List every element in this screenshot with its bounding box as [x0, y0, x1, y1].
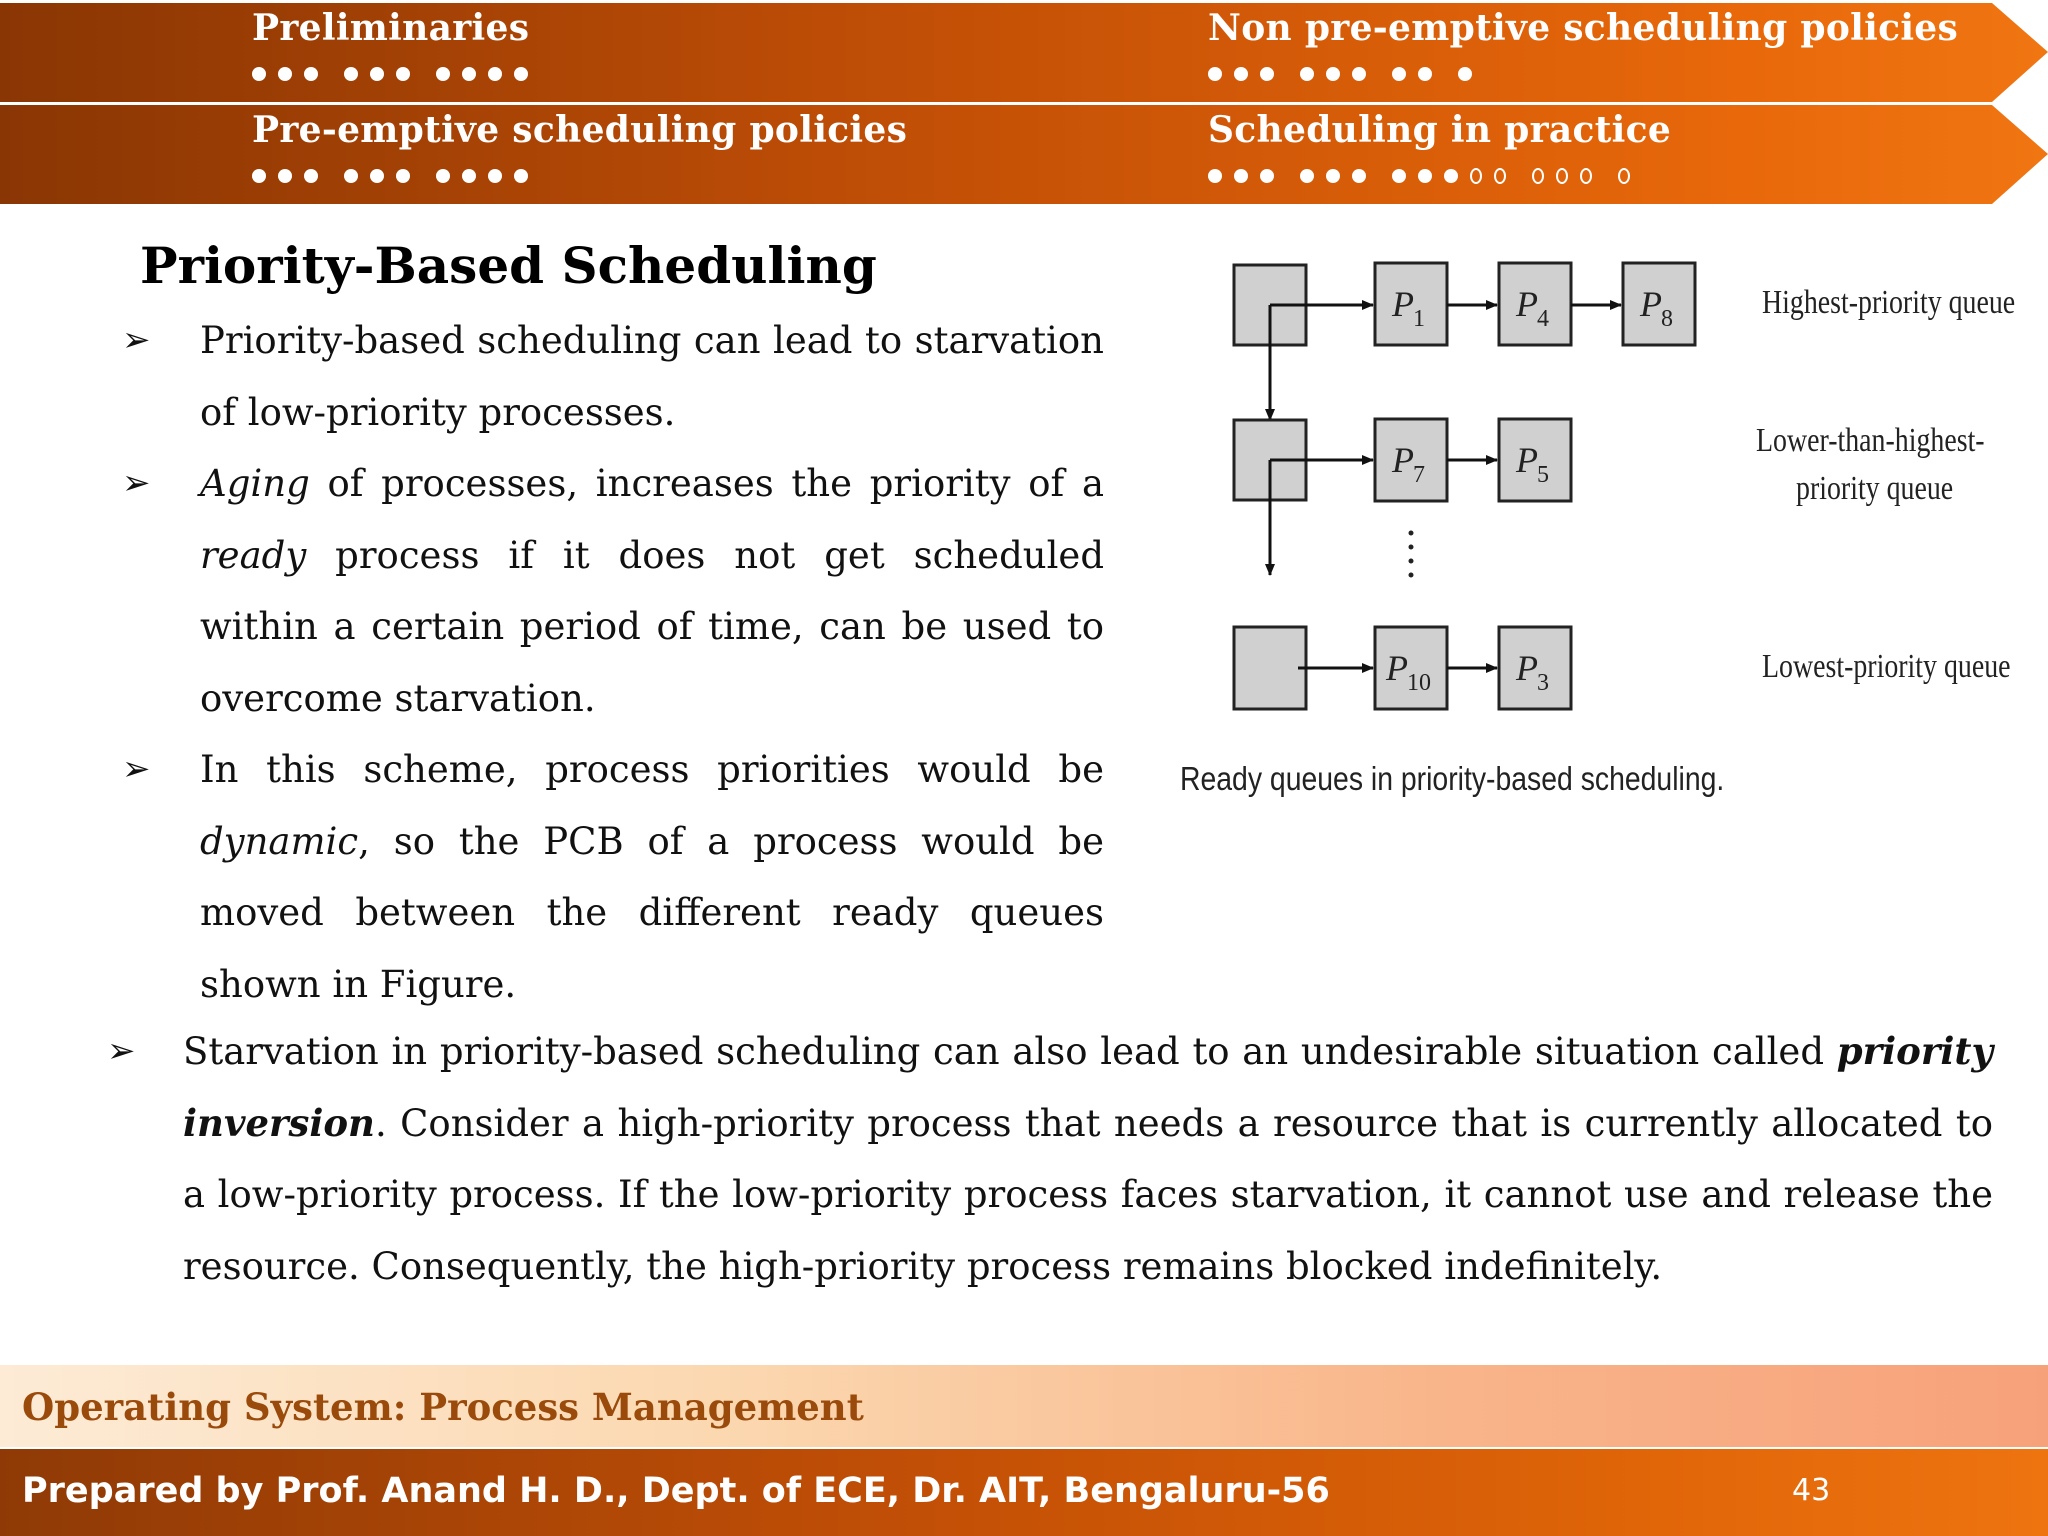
nav-dot[interactable] — [278, 67, 292, 81]
node-label: P — [1392, 284, 1414, 324]
nav-dot[interactable] — [1326, 67, 1340, 81]
author-credit: Prepared by Prof. Anand H. D., Dept. of ECE, Dr. AIT, Bengaluru-56 — [22, 1471, 1330, 1511]
nav-dot[interactable] — [344, 67, 358, 81]
bullet-text — [200, 462, 1104, 720]
nav-title: Preliminaries — [252, 7, 530, 49]
ellipsis-dots — [1409, 531, 1414, 578]
node-label: P — [1392, 440, 1414, 480]
nav-dot-hollow[interactable] — [1532, 168, 1544, 184]
nav-dot[interactable] — [252, 67, 266, 81]
nav-dot-hollow[interactable] — [1618, 168, 1630, 184]
node-sub: 7 — [1413, 462, 1425, 488]
nav-dot[interactable] — [1208, 169, 1222, 183]
nav-dot[interactable] — [1326, 169, 1340, 183]
node-sub: 10 — [1407, 670, 1431, 696]
nav-dot[interactable] — [514, 67, 528, 81]
nav-dot[interactable] — [1234, 169, 1248, 183]
bullet-arrow-icon: ➢ — [122, 749, 151, 789]
nav-dot[interactable] — [1260, 169, 1274, 183]
node-sub: 1 — [1413, 306, 1425, 332]
text-run: process if it does not get scheduled within a certain period of time, can be used to overcome starvation. — [200, 533, 1104, 720]
bullet-item — [122, 734, 1104, 1020]
nav-section-preemptive[interactable] — [252, 105, 907, 155]
nav-dot[interactable] — [1418, 169, 1432, 183]
nav-dot[interactable] — [304, 169, 318, 183]
nav-band-top — [0, 3, 2048, 102]
figure-caption: Ready queues in priority-based scheduling. — [1180, 760, 1725, 797]
bullet-arrow-icon: ➢ — [122, 463, 151, 503]
node-label: P — [1516, 648, 1538, 688]
nav-dot-hollow[interactable] — [1470, 168, 1482, 184]
bullet-arrow-icon: ➢ — [122, 320, 151, 360]
nav-dot[interactable] — [436, 169, 450, 183]
nav-title: Scheduling in practice — [1208, 109, 1672, 151]
nav-dot[interactable] — [1392, 169, 1406, 183]
nav-dot[interactable] — [1352, 67, 1366, 81]
nav-dot[interactable] — [1458, 67, 1472, 81]
nav-dot[interactable] — [436, 67, 450, 81]
bullet-text — [200, 319, 1104, 434]
nav-section-preliminaries[interactable] — [252, 3, 529, 53]
bullet-text — [200, 748, 1104, 1006]
queue-diagram — [1170, 250, 2048, 810]
nav-dot[interactable] — [488, 67, 502, 81]
nav-dot-hollow[interactable] — [1580, 168, 1592, 184]
node-sub: 5 — [1537, 462, 1549, 488]
nav-dot[interactable] — [1418, 67, 1432, 81]
course-title: Operating System: Process Management — [22, 1385, 864, 1429]
nav-dot[interactable] — [1352, 169, 1366, 183]
text-run: In this scheme, process priorities would be — [200, 748, 1104, 791]
nav-dot[interactable] — [1392, 67, 1406, 81]
nav-dot[interactable] — [514, 169, 528, 183]
bullet-item — [122, 448, 1104, 734]
footer-author-band — [0, 1449, 2048, 1536]
text-run: , so the PCB of a process would be moved between the different ready queues shown in Figure. — [200, 819, 1104, 1006]
nav-dot[interactable] — [1300, 169, 1314, 183]
emphasis-text: ready — [200, 533, 307, 577]
text-run: . Consider a high-priority process that needs a resource that is currently allocated to a low-priority process. If the low-priority process faces starvation, it cannot use and release the resource. Consequently, the high-priority process remains blocked indefinitely. — [183, 1101, 1993, 1288]
queue-label-highest: Highest-priority queue — [1762, 284, 2016, 321]
nav-dot[interactable] — [1444, 169, 1458, 183]
emphasis-text: Aging — [200, 462, 310, 505]
nav-section-non-preemptive[interactable] — [1208, 3, 1958, 53]
nav-band-bottom — [0, 105, 2048, 204]
nav-dots — [1208, 165, 1642, 191]
node-sub: 4 — [1537, 306, 1549, 332]
nav-dots — [252, 165, 540, 191]
footer-course-band — [0, 1365, 2048, 1447]
nav-dot[interactable] — [1234, 67, 1248, 81]
node-sub: 8 — [1661, 306, 1673, 332]
nav-title: Pre-emptive scheduling policies — [252, 109, 908, 151]
queue-label-lower-line1: Lower-than-highest- — [1756, 422, 1985, 459]
bullet-arrow-icon: ➢ — [107, 1031, 136, 1071]
node-label: P — [1516, 440, 1538, 480]
nav-dots — [1208, 63, 1484, 89]
nav-dot[interactable] — [396, 169, 410, 183]
text-run: Starvation in priority-based scheduling can also lead to an undesirable situation called — [183, 1030, 1837, 1073]
nav-dot[interactable] — [1260, 67, 1274, 81]
nav-dot[interactable] — [252, 169, 266, 183]
nav-dot[interactable] — [396, 67, 410, 81]
nav-dot[interactable] — [278, 169, 292, 183]
nav-dot[interactable] — [488, 169, 502, 183]
queue-label-lowest: Lowest-priority queue — [1762, 648, 2011, 685]
bullet-item — [122, 305, 1104, 448]
queue-head-box — [1234, 627, 1306, 709]
emphasis-text: dynamic — [200, 819, 359, 863]
text-run: of processes, increases the priority of a — [309, 462, 1104, 505]
ready-queues-figure — [1170, 250, 2048, 830]
nav-dot[interactable] — [344, 169, 358, 183]
node-label: P — [1386, 648, 1408, 688]
page-number: 43 — [1792, 1473, 1831, 1508]
text-run: Priority-based scheduling can lead to starvation of low-priority processes. — [200, 319, 1104, 434]
nav-dot[interactable] — [462, 169, 476, 183]
node-label: P — [1516, 284, 1538, 324]
nav-dot-hollow[interactable] — [1494, 168, 1506, 184]
nav-dot[interactable] — [462, 67, 476, 81]
nav-dot[interactable] — [1208, 67, 1222, 81]
node-sub: 3 — [1537, 670, 1549, 696]
nav-dot[interactable] — [370, 67, 384, 81]
nav-dot-hollow[interactable] — [1556, 168, 1568, 184]
nav-dot[interactable] — [304, 67, 318, 81]
nav-dot[interactable] — [1300, 67, 1314, 81]
emphasis-text: priority inversion — [183, 1029, 1993, 1145]
bullet-item — [107, 1016, 1993, 1302]
nav-dots — [252, 63, 540, 89]
slide-title: Priority-Based Scheduling — [140, 236, 877, 295]
nav-title: Non pre-emptive scheduling policies — [1208, 7, 1959, 49]
node-label: P — [1640, 284, 1662, 324]
nav-section-in-practice[interactable] — [1208, 105, 1671, 155]
nav-dot[interactable] — [370, 169, 384, 183]
queue-label-lower-line2: priority queue — [1796, 470, 1954, 507]
bullet-text — [183, 1030, 1993, 1288]
